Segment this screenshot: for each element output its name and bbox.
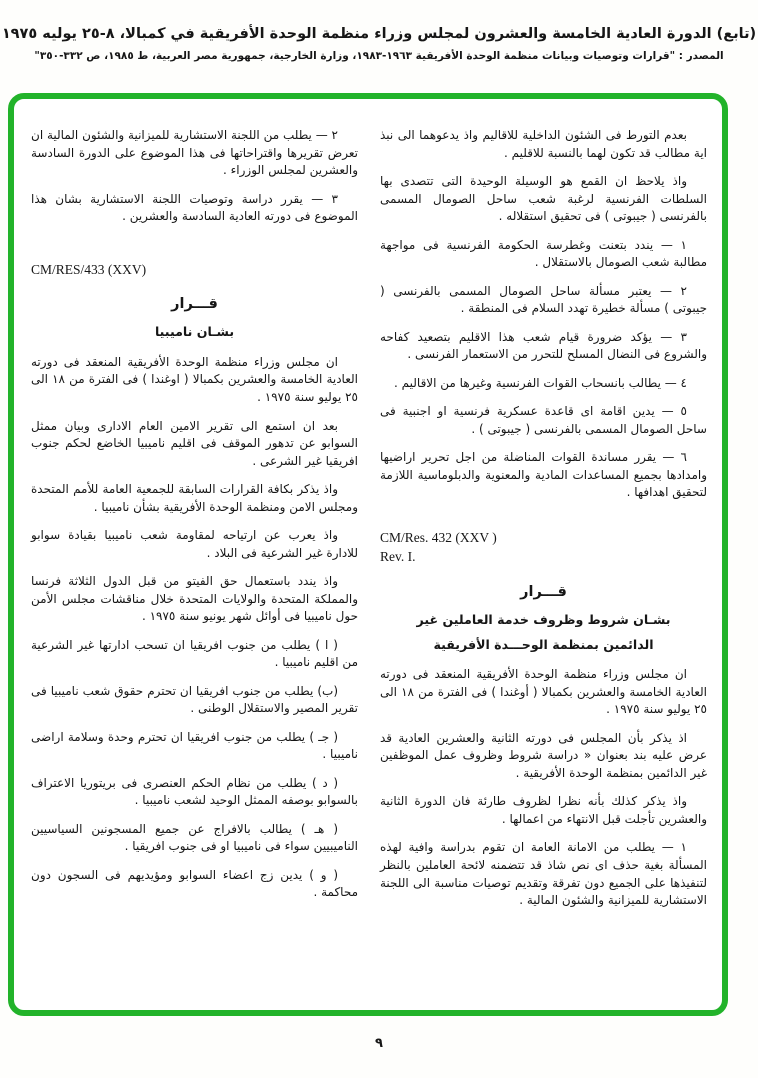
paragraph-council-session-433: ان مجلس وزراء منظمة الوحدة الأفريقية المنعقد فى دورته العادية الخامسة والعشرين بكمبالا ( اوغندا ) فى الفترة من ١٨ الى ٢٥ يوليو سنة ١٩٧٥ . (31, 354, 358, 404)
resolution-433-title: قـــرار (171, 296, 218, 313)
paragraph-repression: واذ يلاحظ ان القمع هو الوسيلة الوحيدة التى تتصدى بها السلطات الفرنسية لرغبة شعب ساحل الصومال المسمى بالفرنسى ( جيبوتى ) فى تحقيق استقلاله . (380, 174, 707, 224)
resolution-432-reference: CM/Res. 432 (XXV ) (380, 529, 497, 545)
resolution-432-revision: Rev. I. (380, 549, 416, 565)
resolution-432-title: قـــرار (520, 584, 567, 601)
resolution-432-subtitle-2: الدائمين بمنظمة الوحـــدة الأفريقية (433, 636, 654, 652)
paragraph-council-session: ان مجلس وزراء منظمة الوحدة الأفريقية المنعقد فى دورته العادية الخامسة والعشرين بكمبالا ( أوغندا ) فى الفترة من ١٨ الى ٢٥ يوليو سنة ١٩٧٥ . (380, 667, 707, 717)
numbered-item-2-advisory-committee: ٢ — يطلب من اللجنة الاستشارية للميزانية والشئون المالية ان تعرض تقريرها واقتراحاتها فى هذا الموضوع على الدورة السادسة والعشرين لمجلس الوزراء . (31, 128, 358, 178)
column-right (380, 127, 707, 998)
paragraph-veto-condemnation: واذ يندد باستعمال حق الفيتو من قبل الدول الثلاثة فرنسا والمملكة المتحدة والولايات المتحدة خلال مناقشات مجلس الأمن حول ناميبيا فى أوائل شهر يونيو سنة ١٩٧٥ . (31, 574, 358, 624)
numbered-item-6: ٦ — يقرر مساندة القوات المناضلة من اجل تحرير اراضيها وامدادها بجميع المساعدات المادية والمعنوية والدبلوماسية اللازمة لتحقيق اهدافها . (380, 450, 707, 500)
page-number: ٩ (375, 1036, 383, 1051)
paragraph-recall-agenda-item: اذ يذكر بأن المجلس فى دورته الثانية والعشرين العادية قد عرض عليه بند بعنوان « دراسة شروط وظروف عمل الموظفين غير الدائمين بمنظمة الوحدة الأفريقية . (380, 730, 707, 780)
lettered-item-f: ( و ) يدين زج اعضاء السوابو ومؤيديهم فى السجون دون محاكمة . (31, 867, 358, 900)
numbered-item-1: ١ — يندد بتعنت وغطرسة الحكومة الفرنسية فى مواجهة مطالبة شعب الصومال بالاستقلال . (380, 237, 707, 270)
numbered-item-5: ٥ — يدين اقامة اى قاعدة عسكرية فرنسية او اجنبية فى ساحل الصومال المسمى بالفرنسى ( جيبوتى ) . (380, 404, 707, 436)
numbered-item-3: ٣ — يؤكد ضرورة قيام شعب هذا الاقليم بتصعيد كفاحه والشروع فى النضال المسلح للتحرر من الاستعمار الفرنسى . (380, 329, 707, 362)
paragraph-heard-report: بعد ان استمع الى تقرير الامين العام الادارى وبيان ممثل السوابو عن تدهور الموقف فى اقليم ناميبيا الخاضع لحكم جنوب افريقيا غير الشرعى . (31, 418, 358, 468)
lettered-item-a: ( ا ) يطلب من جنوب افريقيا ان تسحب ادارتها غير الشرعية من اقليم ناميبيا . (31, 637, 358, 670)
page-header (0, 0, 758, 62)
lettered-item-c: ( جـ ) يطلب من جنوب افريقيا ان تحترم وحدة وسلامة اراضى ناميبيا . (31, 729, 358, 762)
resolution-433-subtitle: بشـان ناميبيا (154, 324, 235, 340)
source-citation: المصدر : "قرارات وتوصيات وبيانات منظمة الوحدة الأفريقية ١٩٦٣-١٩٨٣، وزارة الخارجية، جمهورية مصر العربية، ط ١٩٨٥، ص ٣٣٢-٣٥٠" (34, 50, 724, 62)
column-left (31, 127, 358, 998)
numbered-item-3-decides-study: ٣ — يقرر دراسة وتوصيات اللجنة الاستشارية بشان هذا الموضوع فى دورته العادية السادسة والعشرين . (31, 191, 358, 224)
resolution-432-subtitle-1: بشـان شروط وظروف خدمة العاملين غير (416, 612, 671, 628)
resolution-433-reference: CM/RES/433 (XXV) (31, 261, 147, 277)
lettered-item-b: (ب) يطلب من جنوب افريقيا ان تحترم حقوق شعب ناميبيا فى تقرير المصير والاستقلال الوطنى . (31, 683, 358, 716)
paragraph-satisfaction-swapo: واذ يعرب عن ارتياحه لمقاومة شعب ناميبيا بقيادة سوابو للادارة غير الشرعية فى البلاد . (31, 528, 358, 560)
session-title: (تابع) الدورة العادية الخامسة والعشرون لمجلس وزراء منظمة الوحدة الأفريقية في كمبالا، ٨-٢٥ يوليه ١٩٧٥ (1, 26, 757, 42)
content-frame (8, 93, 728, 1016)
lettered-item-d: ( د ) يطلب من نظام الحكم العنصرى فى بريتوريا الاعتراف بالسوابو بوصفه الممثل الوحيد لشعب ناميبيا . (31, 775, 358, 808)
paragraph-recall-resolutions: واذ يذكر بكافة القرارات السابقة للجمعية العامة للأمم المتحدة ومجلس الامن ومنظمة الوحدة الأفريقية بشأن ناميبيا . (31, 482, 358, 514)
paragraph-recall-postponement: واذ يذكر كذلك بأنه نظرا لظروف طارئة فان الدورة الثانية والعشرين تأجلت قبل الانتهاء من اعمالها . (380, 794, 707, 826)
lettered-item-e: ( هـ ) يطالب بالافراج عن جميع المسجونين السياسيين الناميبيين سواء فى ناميبيا او فى جنوب افريقيا . (31, 821, 358, 854)
numbered-item-request-study: ١ — يطلب من الامانة العامة ان تقوم بدراسة وافية لهذه المسألة بغية حذف اى نص شاذ قد تتضمنه لائحة العاملين بالنظر لتنفيذها على الجميع دون تفرقة وتقديم توصيات مناسبة الى اللجنة الاستشارية للميزانية والشئون المالية . (380, 840, 707, 908)
paragraph-noninterference: بعدم التورط فى الشئون الداخلية للاقاليم واذ يدعوهما الى نبذ اية مطالب قد تكون لهما بالنسبة للاقليم . (380, 128, 707, 160)
numbered-item-4: ٤ — يطالب بانسحاب القوات الفرنسية وغيرها من الاقاليم . (394, 375, 687, 390)
numbered-item-2: ٢ — يعتبر مسألة ساحل الصومال المسمى بالفرنسى ( جيبوتى ) مسألة خطيرة تهدد السلام فى المنطقة . (380, 283, 707, 316)
